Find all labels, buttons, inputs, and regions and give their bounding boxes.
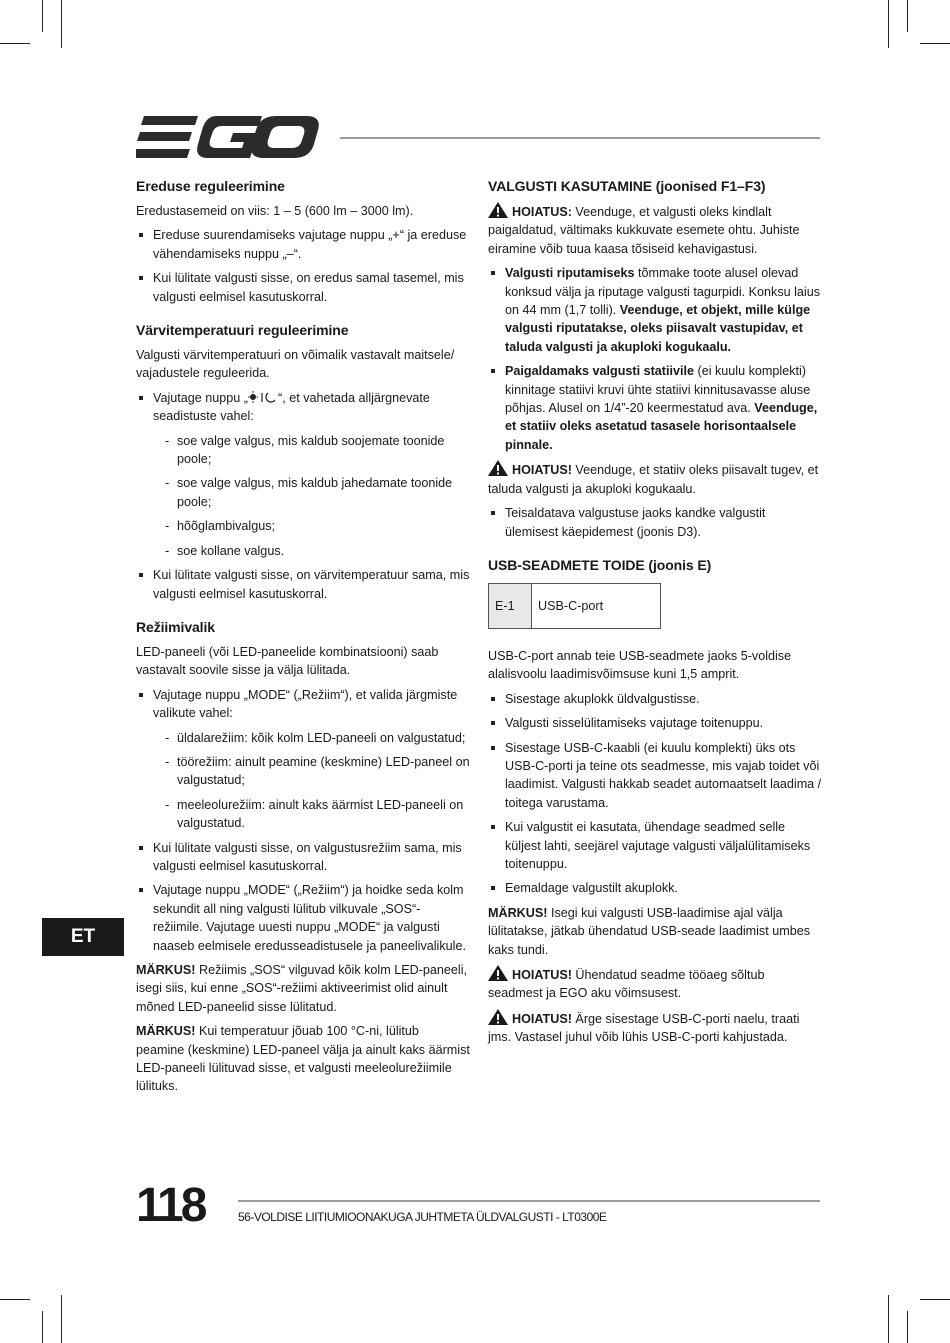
crop-mark bbox=[42, 1311, 43, 1343]
warning-icon bbox=[488, 965, 508, 981]
list-item: Kui valgustit ei kasutata, ühendage seadmed selle küljest lahti, seejärel vajutage valgusti väljalülitamiseks toitenuppu. bbox=[488, 818, 822, 873]
bullet-list bbox=[136, 389, 470, 603]
warning-label: HOIATUS! bbox=[512, 1011, 572, 1026]
crop-mark bbox=[0, 1299, 30, 1300]
list-item: - soe kollane valgus. bbox=[153, 542, 470, 560]
warning-text: Ühendatud seadme tööaeg sõltub seadmest ja EGO aku võimsusest. bbox=[488, 968, 765, 1001]
text: Vajutage nuppu „MODE“ („Režiim“), et valida järgmiste valikute vahel: bbox=[153, 687, 458, 721]
crop-mark bbox=[920, 1299, 950, 1300]
note-label: MÄRKUS! bbox=[488, 905, 548, 920]
list-item: - soe valge valgus, mis kaldub soojemate toonide poole; bbox=[153, 432, 470, 469]
section-heading: Värvitemperatuuri reguleerimine bbox=[136, 322, 349, 339]
ego-logo bbox=[136, 116, 320, 158]
text: (ei kuulu komplekti) kinnitage statiivi kruvi ühte statiivi kinnitusavasse aluse põhjas. Alusel on 1/4”-20 keermestatud ava. bbox=[505, 364, 811, 416]
warning bbox=[488, 965, 822, 1003]
warning-text: Ärge sisestage USB-C-porti naelu, traati jms. Vastasel juhul võib lühis USB-C-porti kahjustada. bbox=[488, 1011, 800, 1045]
bold-text: Veenduge, et statiiv oleks asetatud tasasele horisontaalsele pinnale. bbox=[505, 401, 818, 452]
footer-rule bbox=[238, 1200, 820, 1202]
note-label: MÄRKUS! bbox=[136, 963, 196, 977]
warning-label: HOIATUS! bbox=[512, 968, 572, 982]
list-item bbox=[488, 264, 822, 356]
note-label: MÄRKUS! bbox=[136, 1024, 196, 1039]
warning-icon bbox=[488, 460, 508, 476]
list-item bbox=[136, 686, 470, 833]
bullet-list bbox=[136, 226, 470, 306]
footer-text: 56-VOLDISE LIITIUMIOONAKUGA JUHTMETA ÜLDVALGUSTI - LT0300E bbox=[238, 1210, 607, 1224]
dash-list bbox=[153, 729, 470, 833]
usb-section bbox=[488, 555, 822, 1047]
list-item: - hõõglambivalgus; bbox=[153, 517, 470, 535]
note bbox=[136, 1022, 470, 1096]
right-column bbox=[488, 176, 822, 1053]
list-item: Kui lülitate valgusti sisse, on eredus samal tasemel, mis valgusti eelmisel kasutuskorral. bbox=[136, 269, 470, 306]
dash-list bbox=[153, 432, 470, 560]
list-item: Ereduse suurendamiseks vajutage nuppu „+“ ja ereduse vähendamiseks nuppu „–“. bbox=[136, 226, 470, 263]
paragraph: Eredustasemeid on viis: 1 – 5 (600 lm – 3000 lm). bbox=[136, 204, 414, 218]
warning-label: HOIATUS! bbox=[512, 463, 572, 478]
section-heading: USB-SEADMETE TOIDE (joonis E) bbox=[488, 556, 712, 573]
paragraph: USB-C-port annab teie USB-seadmete jaoks 5-voldise alalisvoolu laadimisvõimsuse kuni 1,5 amprit. bbox=[488, 648, 792, 682]
table-row bbox=[489, 583, 661, 628]
header-rule bbox=[340, 137, 820, 139]
warning-icon bbox=[488, 202, 508, 218]
text: Vajutage nuppu „ bbox=[153, 390, 248, 405]
crop-mark bbox=[888, 1295, 889, 1343]
list-item: Eemaldage valgustilt akuplokk. bbox=[488, 879, 822, 897]
bullet-list bbox=[136, 686, 470, 955]
bold-text: Veenduge, et objekt, mille külge valgusti riputatakse, oleks piisavalt vastupidav, et taluda valgusti ja akuploki kogukaalu. bbox=[505, 303, 811, 354]
list-item: Teisaldatava valgustuse jaoks kandke valgustit ülemisest käepidemest (joonis D3). bbox=[488, 504, 822, 541]
table-cell: USB-C-port bbox=[532, 583, 661, 628]
crop-mark bbox=[61, 0, 62, 48]
usage-section bbox=[488, 176, 822, 541]
section-heading: VALGUSTI KASUTAMINE (joonised F1–F3) bbox=[488, 178, 766, 194]
warning bbox=[488, 202, 822, 258]
list-item: Sisestage USB-C-kaabli (ei kuulu komplekti) üks ots USB-C-porti ja teine ots seadmesse, mis vajab toidet või laadimist. Valgusti hakkab seadet automaatselt laadima / toitega varustama. bbox=[488, 739, 822, 813]
crop-mark bbox=[42, 0, 43, 32]
paragraph: LED-paneeli (või LED-paneelide kombinatsiooni) saab vastavalt soovile sisse ja välja lülitada. bbox=[136, 644, 439, 678]
list-item: - soe valge valgus, mis kaldub jahedamate toonide poole; bbox=[153, 474, 470, 511]
crop-mark bbox=[907, 1311, 908, 1343]
warning-label: HOIATUS: bbox=[512, 205, 572, 219]
list-item: Vajutage nuppu „MODE“ („Režiim“) ja hoidke seda kolm sekundit all ning valgusti lülitub vilkuvale „SOS“-režiimile. Vajutage uuesti nuppu „MODE“ ja valgusti naaseb eelmisele eredusseadistusele ja paneelivalikule. bbox=[136, 881, 470, 955]
list-item bbox=[488, 362, 822, 454]
list-item bbox=[136, 389, 470, 560]
warning-text: Veenduge, et valgusti oleks kindlalt paigaldatud, vältimaks kukkuvate esemete ohtu. Juhiste eiramine võib tuua kaasa tõsiseid kehavigastusi. bbox=[488, 205, 800, 256]
note-text: Isegi kui valgusti USB-laadimise ajal välja lülitatakse, jätkab ühendatud USB-seade laadimist umbes kaks tundi. bbox=[488, 905, 811, 957]
warning bbox=[488, 460, 822, 498]
list-item: - töörežiim: ainult peamine (keskmine) LED-paneel on valgustatud; bbox=[153, 753, 470, 790]
color-temp-icon bbox=[248, 390, 278, 402]
bold-text: Paigaldamaks valgusti statiivile bbox=[505, 364, 694, 379]
bullet-list bbox=[488, 690, 822, 898]
list-item: Kui lülitate valgusti sisse, on valgustusrežiim sama, mis valgusti eelmisel kasutuskorral. bbox=[136, 839, 470, 876]
parts-table bbox=[488, 583, 661, 629]
crop-mark bbox=[920, 43, 950, 44]
list-item: Sisestage akuplokk üldvalgustisse. bbox=[488, 690, 822, 708]
warning-icon bbox=[488, 1009, 508, 1025]
note-text: Kui temperatuur jõuab 100 °C-ni, lülitub peamine (keskmine) LED-paneel välja ja ainult kaks äärmist LED-paneeli lülituvad sisse, et valgusti meeleolurežiimile lülituks. bbox=[136, 1024, 470, 1094]
brightness-section bbox=[136, 176, 470, 306]
note bbox=[488, 904, 822, 959]
bold-text: Valgusti riputamiseks bbox=[505, 266, 635, 281]
warning bbox=[488, 1009, 822, 1047]
note bbox=[136, 961, 470, 1016]
list-item: - üldalarežiim: kõik kolm LED-paneeli on valgustatud; bbox=[153, 729, 470, 747]
warning-text: Veenduge, et statiiv oleks piisavalt tugev, et taluda valgusti ja akuploki kogukaalu. bbox=[488, 463, 819, 496]
bullet-list bbox=[488, 504, 822, 541]
crop-mark bbox=[907, 0, 908, 32]
crop-mark bbox=[888, 0, 889, 48]
note-text: Režiimis „SOS“ vilguvad kõik kolm LED-paneeli, isegi siis, kui enne „SOS“-režiimi aktiveerimist olid ainult mõned LED-paneelid sisse lülitatud. bbox=[136, 963, 468, 1014]
table-cell: E-1 bbox=[489, 583, 532, 628]
section-heading: Ereduse reguleerimine bbox=[136, 178, 285, 194]
left-column bbox=[136, 176, 470, 1102]
section-heading: Režiimivalik bbox=[136, 618, 215, 635]
list-item: Valgusti sisselülitamiseks vajutage toitenuppu. bbox=[488, 714, 822, 732]
text: “, et vahetada alljärgnevate seadistuste vahel: bbox=[153, 390, 430, 424]
text: tõmmake toote alusel olevad konksud välja ja riputage valgusti tagurpidi. Konksu laius on 44 mm (1,7 tolli). bbox=[505, 266, 821, 318]
bullet-list bbox=[488, 264, 822, 454]
list-item: - meeleolurežiim: ainult kaks äärmist LED-paneeli on valgustatud. bbox=[153, 796, 470, 833]
mode-section bbox=[136, 617, 470, 955]
language-tab: ET bbox=[42, 918, 124, 956]
paragraph: Valgusti värvitemperatuuri on võimalik vastavalt maitsele/ vajadustele reguleerida. bbox=[136, 348, 455, 381]
list-item: Kui lülitate valgusti sisse, on värvitemperatuur sama, mis valgusti eelmisel kasutuskorral. bbox=[136, 566, 470, 603]
page-number: 118 bbox=[136, 1179, 205, 1232]
color-temperature-section bbox=[136, 320, 470, 603]
crop-mark bbox=[0, 43, 30, 44]
crop-mark bbox=[61, 1295, 62, 1343]
